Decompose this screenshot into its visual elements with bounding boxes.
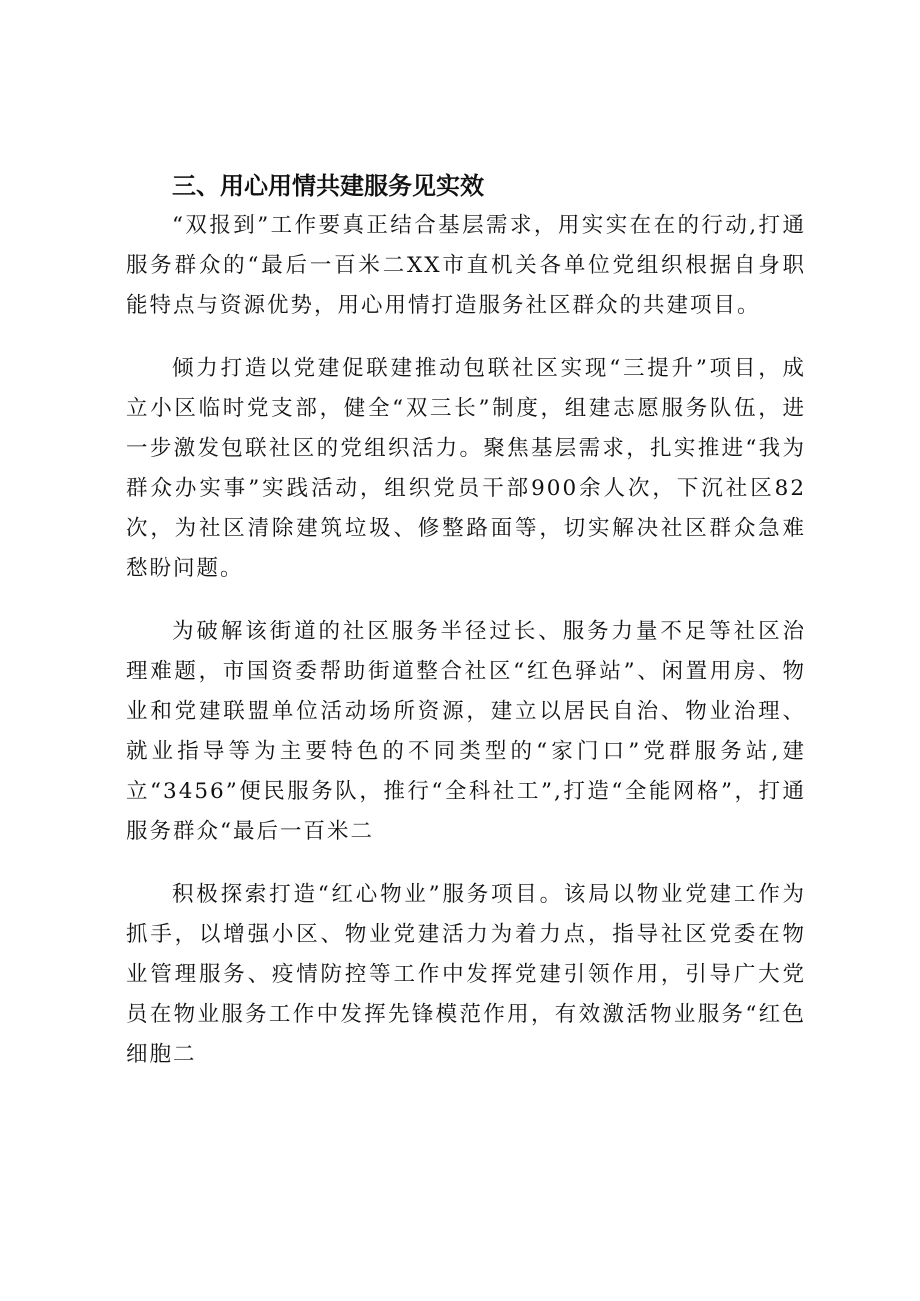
paragraph-2: 倾力打造以党建促联建推动包联社区实现“三提升”项目，成立小区临时党支部，健全“双三长”制度，组建志愿服务队伍，进一步激发包联社区的党组织活力。聚焦基层需求，扎实推进“我为群众办实事”实践活动，组织党员干部900余人次，下沉社区82次，为社区清除建筑垃圾、修整路面等，切实解决社区群众急难愁盼问题。 [126,356,806,581]
paragraph-4: 积极探索打造“红心物业”服务项目。该局以物业党建工作为抓手，以增强小区、物业党建活力为着力点，指导社区党委在物业管理服务、疫情防控等工作中发挥党建引领作用，引导广大党员在物业服务工作中发挥先锋模范作用，有效激活物业服务“红色细胞二 [126,882,806,1067]
document-body [126,166,806,1075]
paragraph-1: “双报到”工作要真正结合基层需求，用实实在在的行动,打通服务群众的“最后一百米二XX市直机关各单位党组织根据自身职能特点与资源优势，用心用情打造服务社区群众的共建项目。 [126,213,806,318]
section-heading: 三、用心用情共建服务见实效 [172,172,484,200]
paragraph-3: 为破解该街道的社区服务半径过长、服务力量不足等社区治理难题，市国资委帮助街道整合社区“红色驿站”、闲置用房、物业和党建联盟单位活动场所资源，建立以居民自治、物业治理、就业指导等为主要特色的不同类型的“家门口”党群服务站,建立“3456”便民服务队，推行“全科社工”,打造“全能网格”，打通服务群众“最后一百米二 [126,619,806,844]
